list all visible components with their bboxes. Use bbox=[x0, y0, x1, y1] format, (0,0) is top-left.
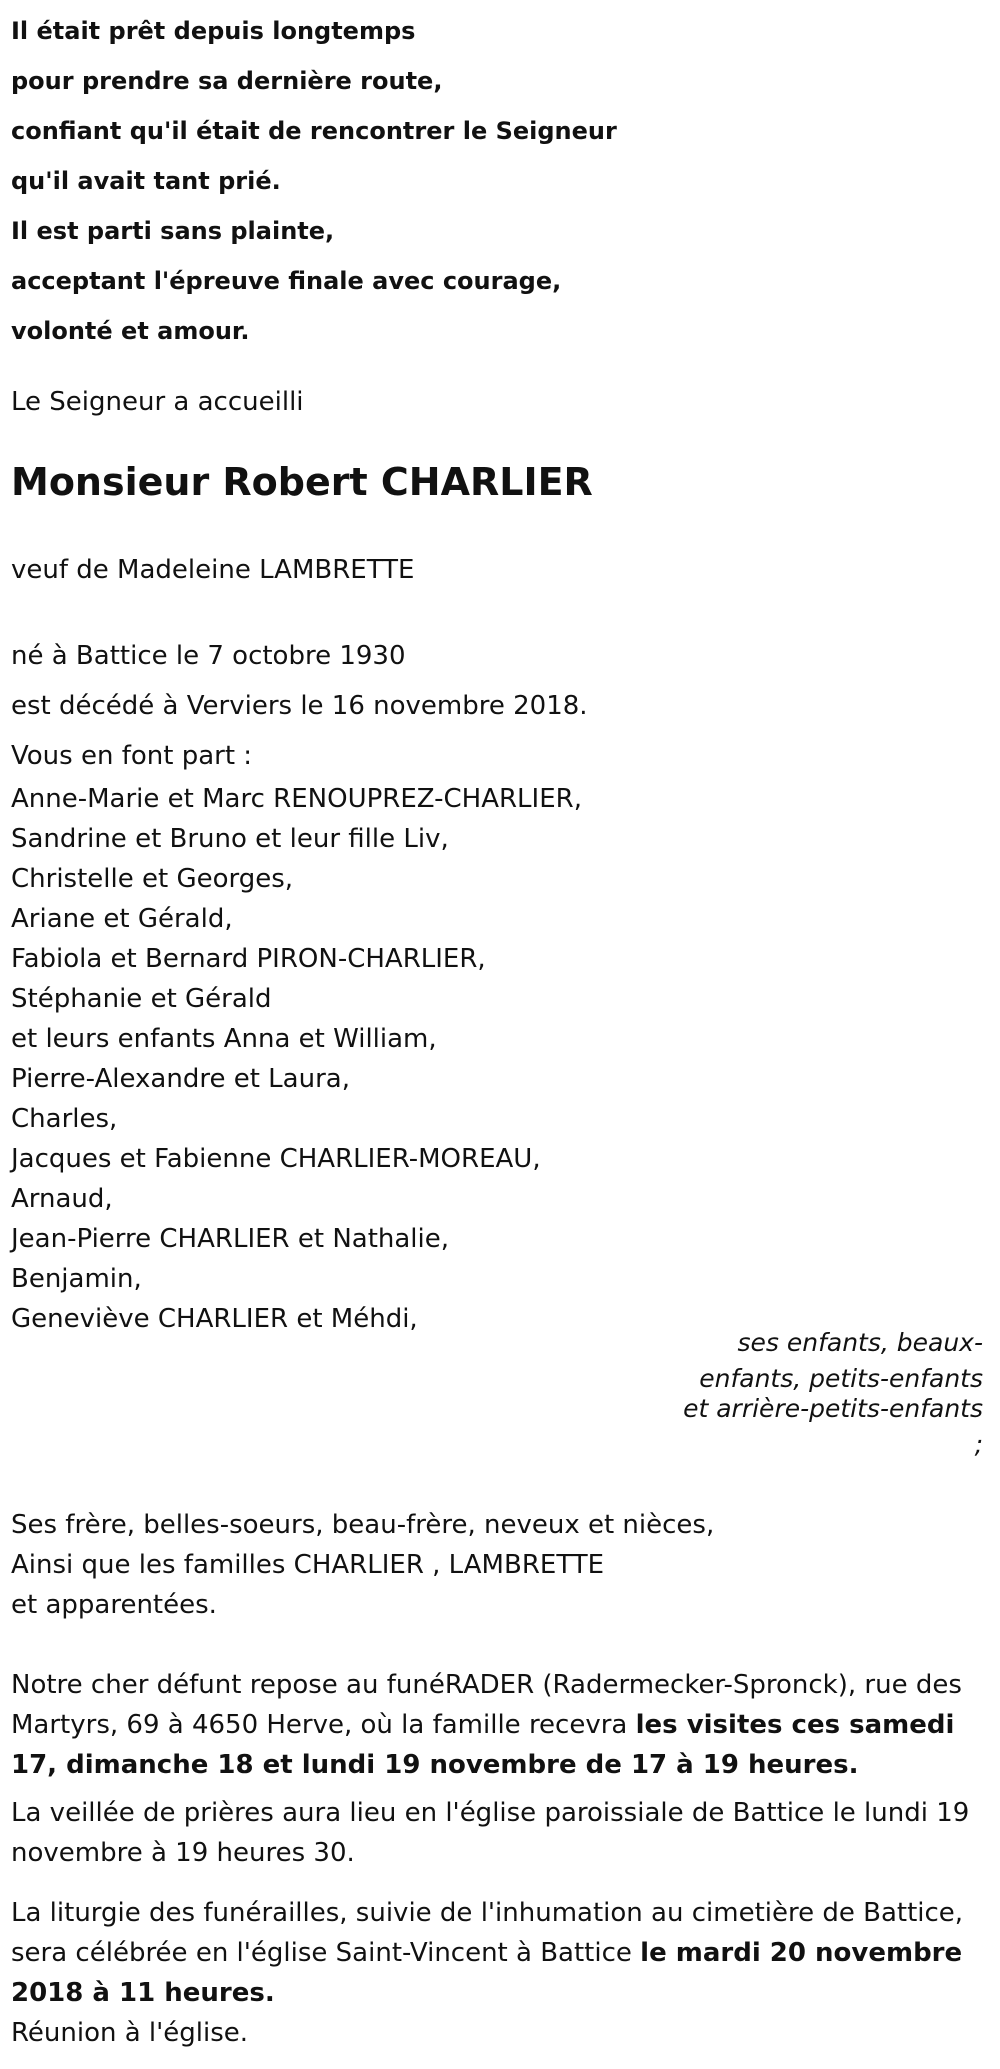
visits-paragraph bbox=[11, 1665, 986, 1785]
liturgy-text: La liturgie des funérailles, suivie de l'inhumation au cimetière de Battice, sera célébrée en l'église Saint-Vincent à Battice bbox=[11, 1898, 964, 1968]
relatives-list bbox=[11, 779, 582, 1339]
poem-line: qu'il avait tant prié. bbox=[11, 167, 281, 195]
list-item: Fabiola et Bernard PIRON-CHARLIER, bbox=[11, 944, 486, 974]
poem-line: acceptant l'épreuve finale avec courage, bbox=[11, 267, 562, 295]
list-item: Stéphanie et Gérald bbox=[11, 984, 272, 1014]
relation-great-grandchildren: et arrière-petits-enfants ; bbox=[683, 1394, 983, 1459]
liturgy-paragraph bbox=[11, 1893, 986, 2013]
list-item: Christelle et Georges, bbox=[11, 864, 294, 894]
intro-text: Le Seigneur a accueilli bbox=[11, 387, 304, 417]
list-item: Benjamin, bbox=[11, 1264, 142, 1294]
meeting-line: Réunion à l'église. bbox=[11, 2018, 249, 2048]
list-item: Pierre-Alexandre et Laura, bbox=[11, 1064, 350, 1094]
poem-line: Il était prêt depuis longtemps bbox=[11, 17, 416, 45]
relation-children: ses enfants, beaux-enfants, petits-enfants bbox=[699, 1328, 983, 1393]
visits-text: Notre cher défunt repose au funéRADER (Radermecker-Spronck), rue des Martyrs, 69 à 4650 Herve, où la famille recevra bbox=[11, 1670, 962, 1740]
list-item: Sandrine et Bruno et leur fille Liv, bbox=[11, 824, 449, 854]
list-item: Jacques et Fabienne CHARLIER-MOREAU, bbox=[11, 1144, 541, 1174]
death-line: est décédé à Verviers le 16 novembre 2018. bbox=[11, 691, 588, 721]
life-dates bbox=[11, 631, 588, 781]
visits-schedule: les visites ces samedi 17, dimanche 18 et lundi 19 novembre de 17 à 19 heures. bbox=[11, 1710, 955, 1780]
list-item: et apparentées. bbox=[11, 1590, 217, 1620]
poem-line: pour prendre sa dernière route, bbox=[11, 67, 443, 95]
announce-line: Vous en font part : bbox=[11, 741, 253, 771]
birth-line: né à Battice le 7 octobre 1930 bbox=[11, 641, 406, 671]
deceased-name: Monsieur Robert CHARLIER bbox=[11, 460, 593, 504]
list-item: Ses frère, belles-soeurs, beau-frère, neveux et nièces, bbox=[11, 1510, 715, 1540]
poem-line: Il est parti sans plainte, bbox=[11, 217, 335, 245]
poem-line: confiant qu'il était de rencontrer le Seigneur bbox=[11, 117, 617, 145]
list-item: et leurs enfants Anna et William, bbox=[11, 1024, 437, 1054]
list-item: Geneviève CHARLIER et Méhdi, bbox=[11, 1304, 418, 1334]
list-item: Charles, bbox=[11, 1104, 118, 1134]
list-item: Arnaud, bbox=[11, 1184, 113, 1214]
poem-line: volonté et amour. bbox=[11, 317, 250, 345]
liturgy-date: le mardi 20 novembre 2018 à 11 heures. bbox=[11, 1938, 963, 2008]
list-item: Ainsi que les familles CHARLIER , LAMBRETTE bbox=[11, 1550, 605, 1580]
list-item: Ariane et Gérald, bbox=[11, 904, 233, 934]
vigil-paragraph: La veillée de prières aura lieu en l'église paroissiale de Battice le lundi 19 novembre à 19 heures 30. bbox=[11, 1798, 970, 1868]
relation-note bbox=[683, 1325, 983, 1463]
list-item: Jean-Pierre CHARLIER et Nathalie, bbox=[11, 1224, 450, 1254]
poem bbox=[11, 6, 617, 356]
widow-of: veuf de Madeleine LAMBRETTE bbox=[11, 555, 415, 585]
list-item: Anne-Marie et Marc RENOUPREZ-CHARLIER, bbox=[11, 784, 582, 814]
family-list bbox=[11, 1505, 714, 1625]
